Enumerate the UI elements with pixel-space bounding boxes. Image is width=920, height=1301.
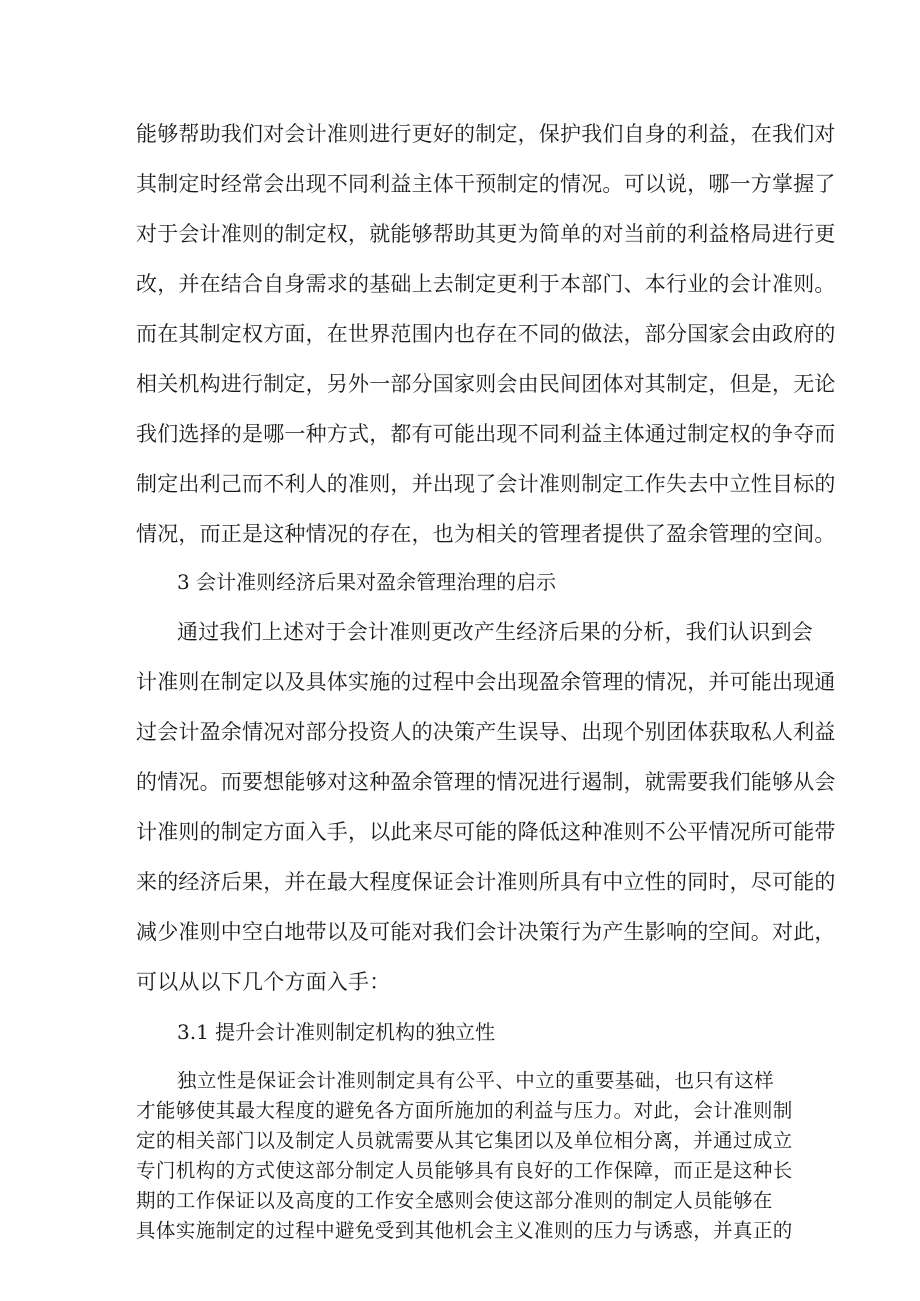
text-line: 的情况。而要想能够对这种盈余管理的情况进行遏制，就需要我们能够从会 <box>136 770 836 794</box>
text-line: 计准则在制定以及具体实施的过程中会出现盈余管理的情况，并可能出现通 <box>136 670 836 694</box>
text-line: 来的经济后果，并在最大程度保证会计准则所具有中立性的同时，尽可能的 <box>136 870 836 894</box>
subsection-heading: 3.1 提升会计准则制定机构的独立性 <box>177 1020 496 1044</box>
text-line: 具体实施制定的过程中避免受到其他机会主义准则的压力与诱惑，并真正的 <box>136 1219 793 1242</box>
text-line: 而在其制定权方面，在世界范围内也存在不同的做法，部分国家会由政府的 <box>136 322 836 346</box>
text-line: 改，并在结合自身需求的基础上去制定更利于本部门、本行业的会计准则。 <box>136 272 836 296</box>
text-line: 独立性是保证会计准则制定具有公平、中立的重要基础，也只有这样 <box>177 1069 775 1092</box>
text-line: 通过我们上述对于会计准则更改产生经济后果的分析，我们认识到会 <box>177 620 813 644</box>
text-line: 才能够使其最大程度的避免各方面所施加的利益与压力。对此，会计准则制 <box>136 1099 793 1122</box>
text-line: 我们选择的是哪一种方式，都有可能出现不同利益主体通过制定权的争夺而 <box>136 422 836 446</box>
text-line: 定的相关部门以及制定人员就需要从其它集团以及单位相分离，并通过成立 <box>136 1129 793 1152</box>
text-line: 对于会计准则的制定权，就能够帮助其更为简单的对当前的利益格局进行更 <box>136 222 836 246</box>
text-line: 专门机构的方式使这部分制定人员能够具有良好的工作保障，而正是这种长 <box>136 1159 793 1182</box>
text-line: 减少准则中空白地带以及可能对我们会计决策行为产生影响的空间。对此， <box>136 920 836 944</box>
text-line: 期的工作保证以及高度的工作安全感则会使这部分准则的制定人员能够在 <box>136 1189 773 1212</box>
text-line: 其制定时经常会出现不同利益主体干预制定的情况。可以说，哪一方掌握了 <box>136 172 836 196</box>
text-line: 情况，而正是这种情况的存在，也为相关的管理者提供了盈余管理的空间。 <box>136 522 836 546</box>
text-line: 计准则的制定方面入手，以此来尽可能的降低这种准则不公平情况所可能带 <box>136 820 836 844</box>
text-line: 可以从以下几个方面入手： <box>136 970 391 994</box>
section-heading: 3 会计准则经济后果对盈余管理治理的启示 <box>177 570 557 594</box>
text-line: 过会计盈余情况对部分投资人的决策产生误导、出现个别团体获取私人利益 <box>136 720 836 744</box>
text-line: 相关机构进行制定，另外一部分国家则会由民间团体对其制定，但是，无论 <box>136 372 836 396</box>
text-line: 制定出利己而不利人的准则，并出现了会计准则制定工作失去中立性目标的 <box>136 472 836 496</box>
text-line: 能够帮助我们对会计准则进行更好的制定，保护我们自身的利益，在我们对 <box>136 122 836 146</box>
